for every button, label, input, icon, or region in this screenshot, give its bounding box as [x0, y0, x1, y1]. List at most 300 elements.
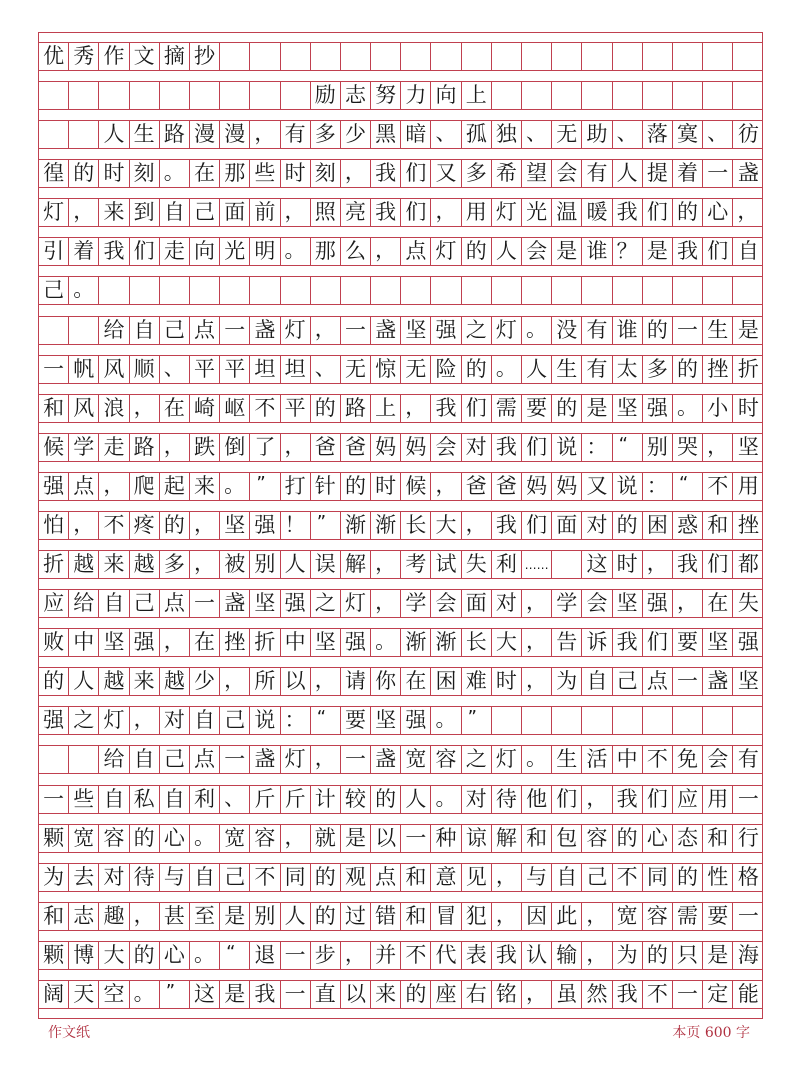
grid-cell [492, 277, 522, 304]
grid-cell: 时 [492, 668, 522, 695]
grid-cell: 打 [281, 473, 311, 500]
text-row [39, 511, 762, 540]
grid-cell: 在 [160, 395, 190, 422]
grid-cell: 误 [311, 551, 341, 578]
grid-cell [492, 707, 522, 734]
grid-cell: ， [341, 942, 371, 969]
grid-cell: 趣 [99, 903, 129, 930]
grid-cell: 人 [281, 551, 311, 578]
grid-cell: 用 [703, 786, 733, 813]
grid-cell: 容 [582, 825, 612, 852]
grid-cell: 又 [582, 473, 612, 500]
grid-cell: 需 [492, 395, 522, 422]
grid-cell: ， [130, 903, 160, 930]
grid-cell: 的 [673, 356, 703, 383]
grid-cell: ？ [613, 238, 643, 265]
grid-cell: 座 [431, 981, 461, 1008]
grid-cell: 太 [613, 356, 643, 383]
grid-cell: 的 [462, 356, 492, 383]
grid-cell: 爸 [311, 434, 341, 461]
grid-cell [733, 707, 763, 734]
grid-cell: 失 [462, 551, 492, 578]
grid-cell: ， [311, 668, 341, 695]
grid-cell: 。 [431, 786, 461, 813]
grid-cell: 斤 [250, 786, 280, 813]
grid-cell: 人 [281, 903, 311, 930]
grid-cell: 。 [371, 629, 401, 656]
grid-cell: 多 [643, 356, 673, 383]
grid-cell: ， [371, 551, 401, 578]
grid-cell: 包 [552, 825, 582, 852]
grid-cell: 在 [190, 160, 220, 187]
grid-cell: 跌 [190, 434, 220, 461]
grid-cell: 我 [431, 395, 461, 422]
grid-cell: 所 [250, 668, 280, 695]
grid-cell [130, 277, 160, 304]
grid-cell: 是 [703, 942, 733, 969]
grid-cell [39, 82, 69, 109]
grid-cell [39, 746, 69, 773]
grid-cell: 说 [250, 707, 280, 734]
grid-cell: 盏 [220, 590, 250, 617]
grid-cell: 的 [552, 395, 582, 422]
grid-cell: 强 [39, 707, 69, 734]
grid-cell: 。 [220, 473, 250, 500]
grid-cell [552, 82, 582, 109]
grid-cell: 难 [462, 668, 492, 695]
grid-cell: 学 [401, 590, 431, 617]
text-row [39, 394, 762, 423]
grid-cell: 不 [703, 473, 733, 500]
grid-cell: 的 [613, 825, 643, 852]
grid-cell: ， [401, 395, 431, 422]
grid-cell: 的 [341, 473, 371, 500]
grid-cell: ： [582, 434, 612, 461]
grid-cell: ， [371, 590, 401, 617]
grid-cell: 、 [160, 356, 190, 383]
grid-cell: 私 [130, 786, 160, 813]
grid-cell: 无 [401, 356, 431, 383]
grid-cell: 这 [190, 981, 220, 1008]
text-row [39, 120, 762, 149]
grid-cell: 的 [643, 317, 673, 344]
grid-cell: ， [311, 317, 341, 344]
grid-cell: 强 [130, 629, 160, 656]
grid-cell: 刻 [311, 160, 341, 187]
grid-cell: 疼 [130, 512, 160, 539]
grid-cell: 与 [522, 864, 552, 891]
grid-cell: 越 [160, 668, 190, 695]
grid-cell [613, 43, 643, 70]
grid-cell: ， [703, 434, 733, 461]
grid-cell: 一 [281, 942, 311, 969]
grid-cell: 一 [673, 317, 703, 344]
grid-cell: 种 [431, 825, 461, 852]
grid-cell [371, 277, 401, 304]
grid-cell: 冒 [431, 903, 461, 930]
grid-cell: 我 [492, 512, 522, 539]
grid-cell: 人 [613, 160, 643, 187]
grid-cell: 说 [613, 473, 643, 500]
grid-cell: 盏 [703, 668, 733, 695]
grid-cell: 灯 [341, 590, 371, 617]
grid-cell: 黑 [371, 121, 401, 148]
grid-cell: 没 [552, 317, 582, 344]
grid-cell: 海 [737, 942, 759, 967]
grid-cell: 的 [613, 512, 643, 539]
grid-cell: 孤 [462, 121, 492, 148]
grid-cell: 在 [401, 668, 431, 695]
grid-cell: 。 [522, 746, 552, 773]
grid-cell [673, 277, 703, 304]
grid-cell: 中 [613, 746, 643, 773]
grid-cell [69, 746, 99, 773]
grid-cell [462, 277, 492, 304]
grid-cell: 我 [371, 160, 401, 187]
grid-cell: 别 [643, 434, 673, 461]
grid-cell: 强 [431, 317, 461, 344]
grid-cell: 错 [371, 903, 401, 930]
grid-cell: 认 [522, 942, 552, 969]
grid-cell: 和 [522, 825, 552, 852]
grid-cell: 坚 [613, 395, 643, 422]
grid-cell: 和 [39, 903, 69, 930]
grid-cell: 就 [311, 825, 341, 852]
grid-cell: 以 [281, 668, 311, 695]
grid-cell: 以 [371, 825, 401, 852]
grid-cell: 自 [130, 746, 160, 773]
grid-cell: 我 [613, 199, 643, 226]
grid-cell: 定 [703, 981, 733, 1008]
grid-cell: 会 [552, 160, 582, 187]
grid-cell: 努 [371, 82, 401, 109]
grid-cell: 容 [643, 903, 673, 930]
grid-cell: 一 [190, 590, 220, 617]
grid-cell: 失 [737, 591, 759, 616]
grid-cell: 越 [69, 551, 99, 578]
grid-cell: ， [250, 121, 280, 148]
grid-cell: 平 [281, 395, 311, 422]
grid-cell: 谅 [462, 825, 492, 852]
grid-cell: ， [130, 707, 160, 734]
grid-cell: 中 [69, 629, 99, 656]
grid-cell: 抄 [190, 43, 220, 70]
grid-cell [281, 43, 311, 70]
grid-cell: 表 [462, 942, 492, 969]
grid-cell: 免 [673, 746, 703, 773]
grid-cell: 妈 [371, 434, 401, 461]
grid-cell: 着 [69, 238, 99, 265]
grid-cell: 计 [311, 786, 341, 813]
grid-cell [341, 43, 371, 70]
grid-cell: 我 [250, 981, 280, 1008]
grid-cell: 些 [250, 160, 280, 187]
grid-cell: 大 [492, 629, 522, 656]
grid-cell: 点 [190, 317, 220, 344]
grid-cell: 灯 [99, 707, 129, 734]
grid-cell: 向 [190, 238, 220, 265]
text-row [39, 785, 762, 814]
grid-cell: 人 [99, 121, 129, 148]
grid-cell: 力 [401, 82, 431, 109]
grid-cell: 的 [371, 786, 401, 813]
grid-cell: 强 [39, 473, 69, 500]
grid-cell: 有 [582, 317, 612, 344]
grid-cell: 我 [613, 981, 643, 1008]
grid-cell: 少 [341, 121, 371, 148]
grid-cell: 寞 [673, 121, 703, 148]
grid-cell: 斤 [281, 786, 311, 813]
grid-cell: 、 [311, 356, 341, 383]
grid-cell: “ [673, 473, 703, 500]
grid-cell: 光 [220, 238, 250, 265]
grid-cell [582, 43, 612, 70]
grid-cell: 为 [39, 864, 69, 891]
grid-cell: 刻 [130, 160, 160, 187]
grid-cell: 自 [190, 707, 220, 734]
grid-cell: 我 [492, 942, 522, 969]
grid-cell: 见 [462, 864, 492, 891]
grid-cell [220, 277, 250, 304]
grid-cell [643, 707, 673, 734]
grid-cell: 们 [703, 238, 733, 265]
grid-cell: ” [311, 512, 341, 539]
grid-cell: 面 [552, 512, 582, 539]
grid-cell: 妈 [552, 473, 582, 500]
grid-cell [69, 121, 99, 148]
grid-cell: ， [190, 551, 220, 578]
grid-cell [220, 43, 250, 70]
grid-cell: 虽 [552, 981, 582, 1008]
grid-cell: 在 [703, 590, 733, 617]
grid-cell: 挫 [703, 356, 733, 383]
grid-cell: 我 [613, 786, 643, 813]
grid-cell: 大 [99, 942, 129, 969]
grid-cell: ， [737, 199, 759, 224]
grid-cell: 来 [371, 981, 401, 1008]
grid-cell: 希 [492, 160, 522, 187]
grid-cell: 点 [371, 864, 401, 891]
grid-cell: 时 [613, 551, 643, 578]
grid-cell: 点 [190, 746, 220, 773]
text-row [39, 706, 762, 735]
grid-cell: 会 [582, 590, 612, 617]
grid-cell: 无 [552, 121, 582, 148]
grid-cell: 徨 [39, 160, 69, 187]
grid-cell: 会 [522, 238, 552, 265]
grid-cell: 己 [160, 746, 190, 773]
grid-cell: 坚 [613, 590, 643, 617]
grid-cell: 灯 [431, 238, 461, 265]
grid-cell: 折 [39, 551, 69, 578]
grid-cell: 之 [462, 317, 492, 344]
grid-cell: 起 [160, 473, 190, 500]
grid-cell: 铭 [492, 981, 522, 1008]
grid-cell: 渐 [371, 512, 401, 539]
grid-cell: 自 [160, 199, 190, 226]
grid-cell: 不 [643, 981, 673, 1008]
grid-cell: 走 [99, 434, 129, 461]
grid-cell: 。 [160, 160, 190, 187]
grid-cell: 。 [492, 356, 522, 383]
grid-cell: 和 [703, 825, 733, 852]
grid-cell: 己 [582, 864, 612, 891]
grid-cell: 用 [737, 473, 759, 498]
grid-cell: 考 [401, 551, 431, 578]
grid-cell: 灯 [281, 746, 311, 773]
grid-cell: 诉 [582, 629, 612, 656]
grid-cell: 他 [522, 786, 552, 813]
grid-cell: 坚 [220, 512, 250, 539]
grid-cell [522, 707, 552, 734]
grid-cell: 强 [341, 629, 371, 656]
grid-cell: 心 [160, 825, 190, 852]
grid-cell: 空 [99, 981, 129, 1008]
grid-cell: 对 [160, 707, 190, 734]
grid-cell: 我 [99, 238, 129, 265]
grid-cell: 照 [311, 199, 341, 226]
grid-cell [552, 43, 582, 70]
grid-cell: 的 [673, 199, 703, 226]
grid-cell: 待 [130, 864, 160, 891]
grid-cell: 助 [582, 121, 612, 148]
grid-cell: 走 [160, 238, 190, 265]
grid-cell: 容 [99, 825, 129, 852]
grid-cell [582, 277, 612, 304]
grid-cell: 那 [220, 160, 250, 187]
grid-cell: 心 [703, 199, 733, 226]
grid-cell: 自 [582, 668, 612, 695]
grid-cell: 的 [311, 903, 341, 930]
grid-cell: 强 [737, 630, 759, 655]
grid-cell: ， [281, 434, 311, 461]
grid-cell: ， [371, 238, 401, 265]
grid-cell: 优 [39, 43, 69, 70]
grid-cell: 同 [643, 864, 673, 891]
grid-cell: ” [160, 981, 190, 1008]
grid-cell: 给 [69, 590, 99, 617]
grid-cell: 长 [462, 629, 492, 656]
grid-cell [39, 121, 69, 148]
grid-cell: 活 [582, 746, 612, 773]
grid-cell: 步 [311, 942, 341, 969]
grid-cell: 和 [401, 903, 431, 930]
grid-cell: 一 [703, 160, 733, 187]
grid-cell: 渐 [341, 512, 371, 539]
grid-cell: 、 [522, 121, 552, 148]
grid-cell: 困 [643, 512, 673, 539]
grid-cell: 坚 [311, 629, 341, 656]
grid-cell [673, 43, 703, 70]
grid-cell: 上 [462, 82, 492, 109]
page-word-count: 本页 600 字 [672, 1025, 750, 1041]
grid-cell: 、 [613, 121, 643, 148]
grid-cell: 应 [673, 786, 703, 813]
grid-cell: 只 [673, 942, 703, 969]
grid-cell: 们 [522, 434, 552, 461]
grid-cell [613, 707, 643, 734]
grid-cell: 过 [341, 903, 371, 930]
grid-cell [703, 707, 733, 734]
grid-cell: 们 [643, 629, 673, 656]
grid-cell: 宽 [69, 825, 99, 852]
grid-cell: 告 [552, 629, 582, 656]
grid-cell [190, 82, 220, 109]
grid-cell: 败 [39, 629, 69, 656]
grid-cell: 会 [431, 590, 461, 617]
grid-cell [250, 82, 280, 109]
grid-cell [69, 317, 99, 344]
grid-cell: 己 [160, 317, 190, 344]
grid-cell: 、 [220, 786, 250, 813]
grid-cell: 不 [643, 746, 673, 773]
grid-cell [673, 707, 703, 734]
grid-cell: 困 [431, 668, 461, 695]
grid-cell: 岖 [220, 395, 250, 422]
grid-cell [341, 277, 371, 304]
grid-cell: 来 [190, 473, 220, 500]
grid-cell: 妈 [522, 473, 552, 500]
grid-cell: 宽 [401, 746, 431, 773]
grid-cell [492, 43, 522, 70]
grid-cell [99, 277, 129, 304]
grid-cell: 不 [99, 512, 129, 539]
grid-cell: 是 [582, 395, 612, 422]
grid-cell: 惊 [371, 356, 401, 383]
grid-cell: 为 [552, 668, 582, 695]
grid-cell: 。 [673, 395, 703, 422]
grid-cell: 平 [190, 356, 220, 383]
grid-cell: 多 [462, 160, 492, 187]
grid-cell: ， [431, 473, 461, 500]
grid-cell: 落 [643, 121, 673, 148]
grid-cell: 渐 [401, 629, 431, 656]
grid-cell: ， [281, 199, 311, 226]
grid-cell [552, 707, 582, 734]
grid-cell: 着 [673, 160, 703, 187]
grid-cell: 自 [160, 786, 190, 813]
grid-cell: 己 [39, 277, 69, 304]
grid-cell: “ [220, 942, 250, 969]
grid-cell: 到 [130, 199, 160, 226]
grid-cell: 少 [190, 668, 220, 695]
text-row [39, 628, 762, 657]
grid-cell: 被 [220, 551, 250, 578]
grid-cell: ， [311, 746, 341, 773]
grid-cell: 较 [341, 786, 371, 813]
grid-cell: 能 [737, 981, 759, 1006]
grid-cell [69, 82, 99, 109]
grid-cell: 的 [130, 825, 160, 852]
text-row [39, 745, 762, 774]
grid-cell [522, 82, 552, 109]
grid-cell [643, 82, 673, 109]
grid-cell: 因 [522, 903, 552, 930]
grid-cell: 输 [552, 942, 582, 969]
grid-cell [401, 277, 431, 304]
grid-cell: 多 [160, 551, 190, 578]
grid-cell: 不 [250, 864, 280, 891]
grid-cell: 挫 [737, 512, 759, 537]
grid-cell [281, 277, 311, 304]
grid-cell: 利 [190, 786, 220, 813]
title-row [39, 81, 762, 110]
grid-cell: 志 [341, 82, 371, 109]
grid-cell: 自 [99, 590, 129, 617]
grid-cell: 自 [99, 786, 129, 813]
grid-cell [552, 277, 582, 304]
grid-cell: 点 [160, 590, 190, 617]
